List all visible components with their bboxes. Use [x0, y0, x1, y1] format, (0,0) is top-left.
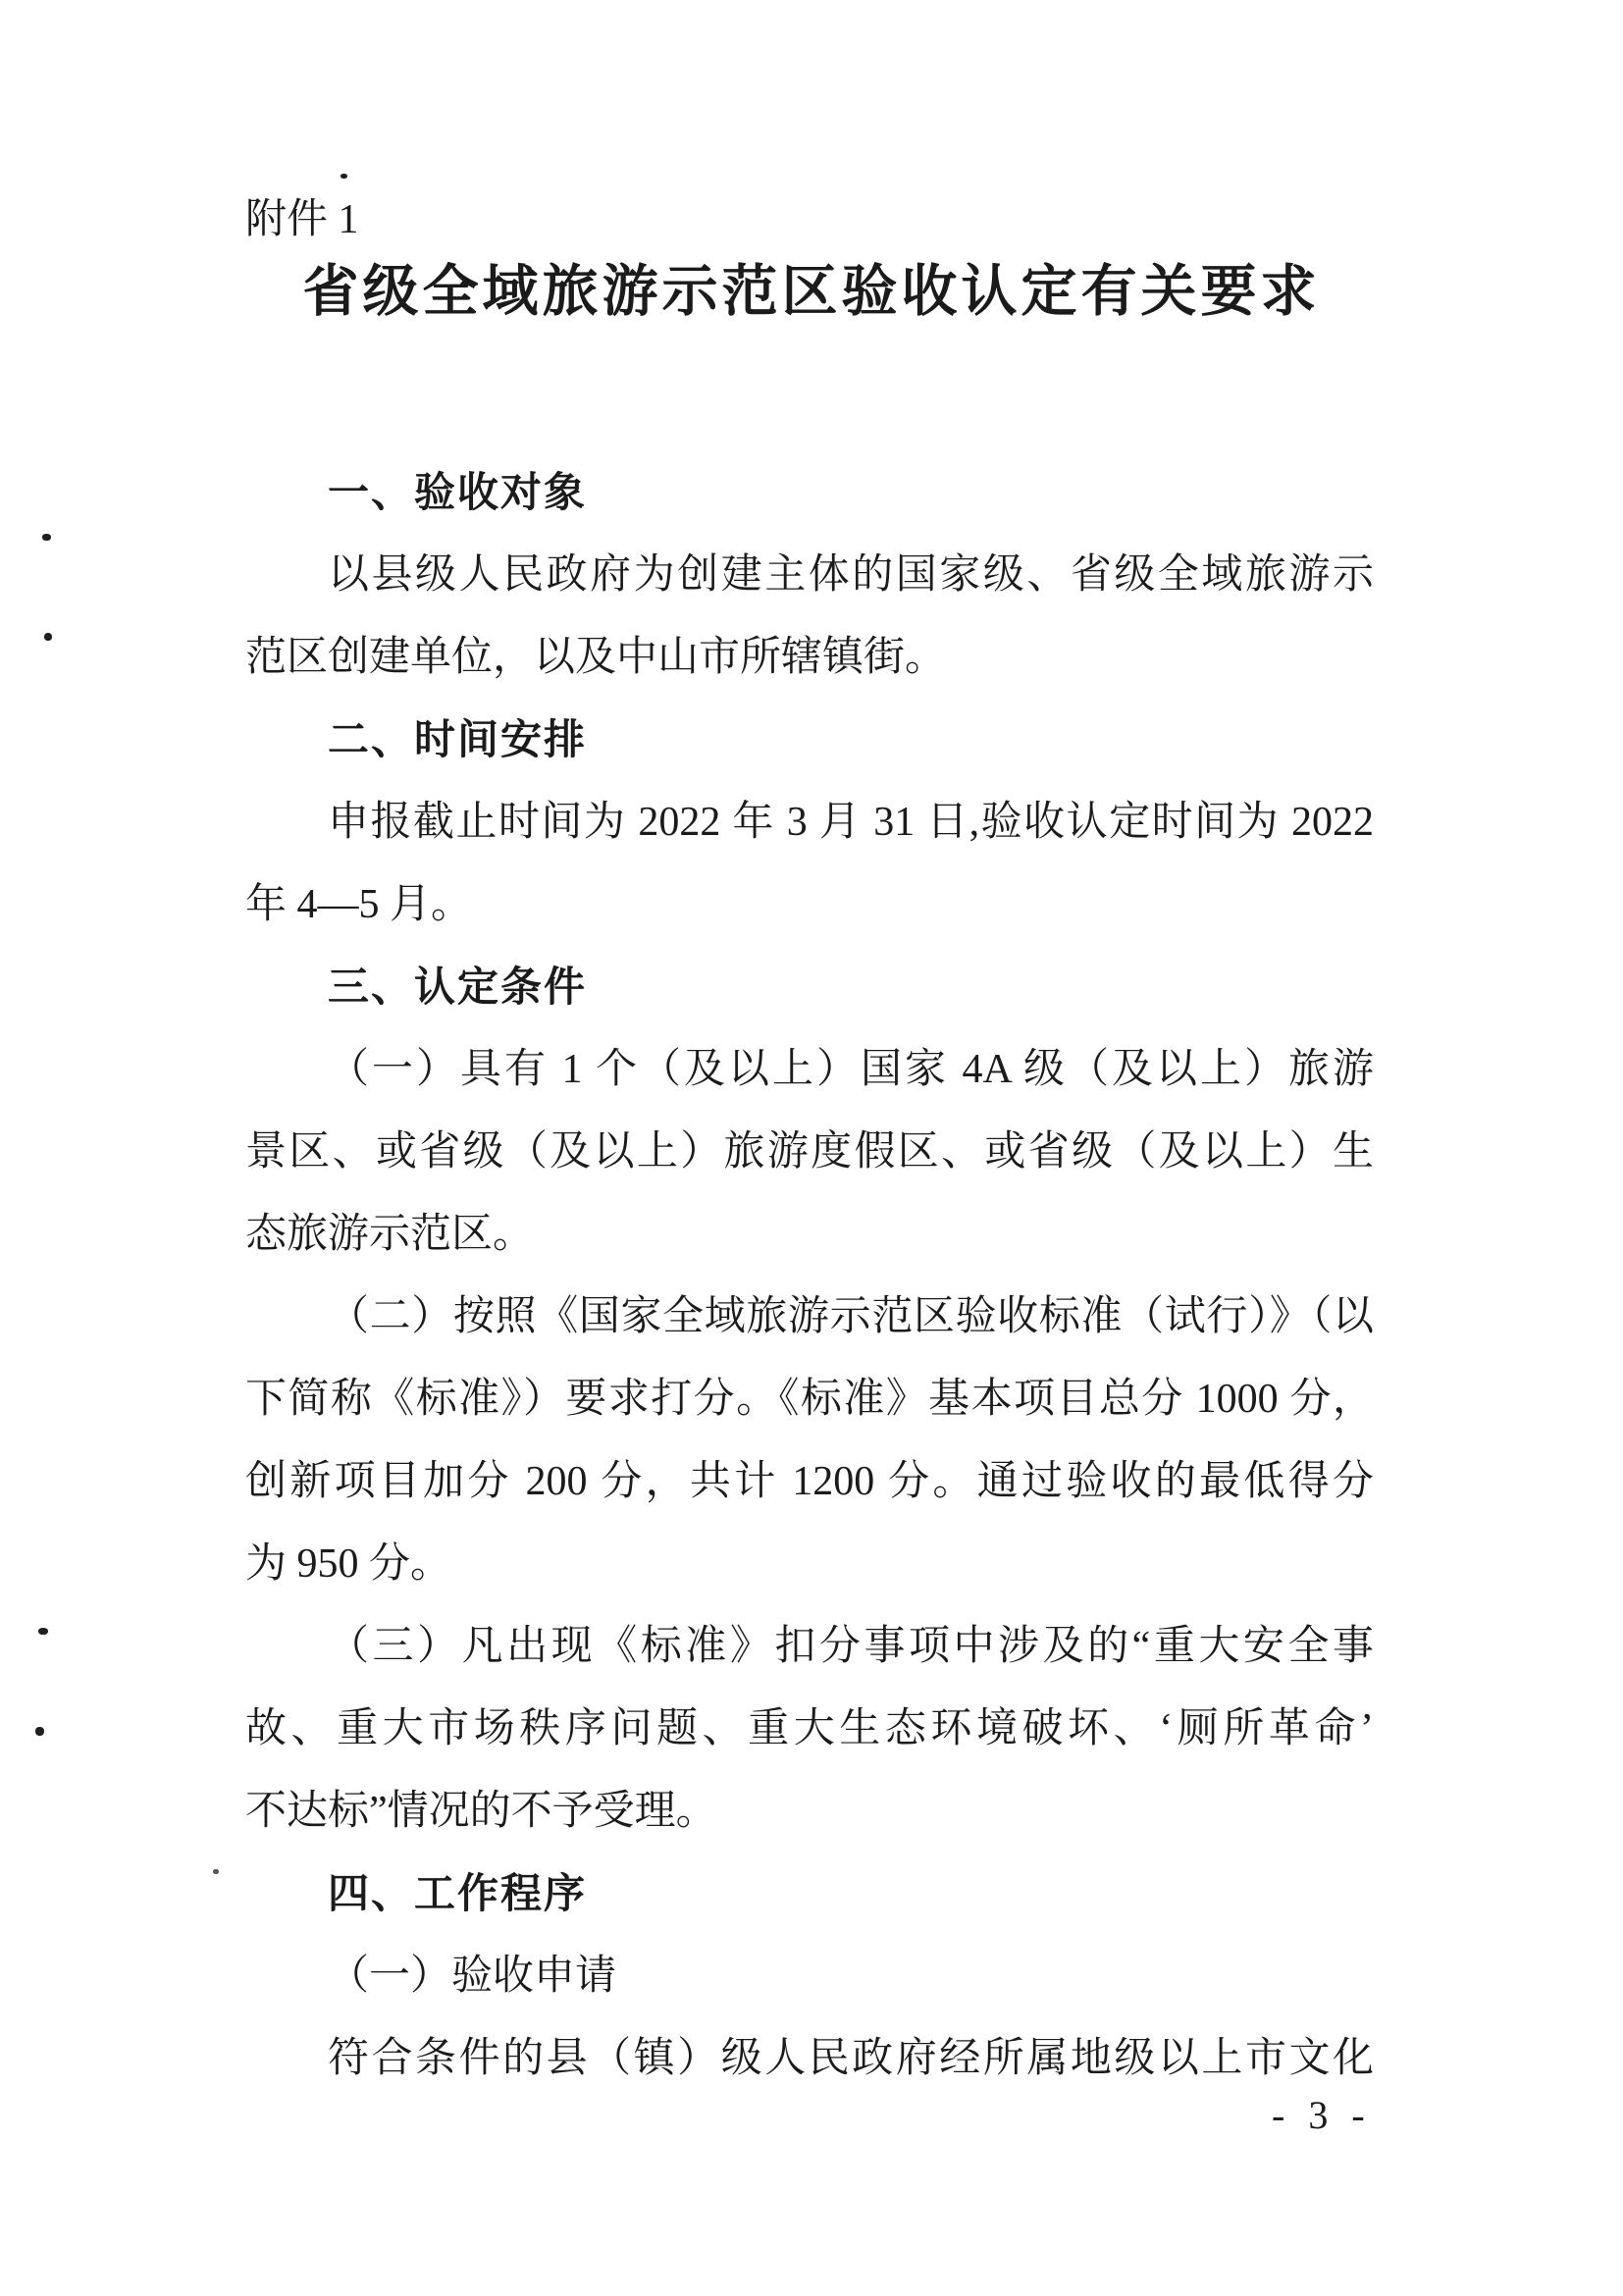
scan-speck: [340, 174, 347, 179]
scan-speck: [44, 633, 52, 641]
scan-speck: [35, 1727, 44, 1736]
section-heading-4: 四、工作程序: [328, 1870, 588, 1916]
section-heading-3: 三、认定条件: [328, 964, 588, 1010]
attachment-label: 附件 1: [245, 197, 359, 242]
scan-speck: [213, 1869, 219, 1874]
body-line: 下简称《标准》）要求打分。《标准》基本项目总分 1000 分，: [245, 1377, 1374, 1422]
section-heading-2: 二、时间安排: [328, 716, 588, 762]
body-line: 符合条件的县（镇）级人民政府经所属地级以上市文化: [328, 2036, 1374, 2081]
body-line: 以县级人民政府为创建主体的国家级、省级全域旅游示: [328, 552, 1374, 598]
section-heading-1: 一、验收对象: [328, 469, 588, 515]
document-body: [245, 451, 1374, 2100]
scan-speck: [42, 534, 51, 541]
body-line: 不达标”情况的不予受理。: [245, 1789, 717, 1834]
scan-speck: [38, 1628, 48, 1635]
subsection-heading: （一）验收申请: [328, 1954, 617, 1999]
body-line: 态旅游示范区。: [245, 1212, 535, 1257]
body-line: 创新项目加分 200 分，共计 1200 分。通过验收的最低得分: [245, 1459, 1374, 1504]
body-line: 申报截止时间为 2022 年 3 月 31 日,验收认定时间为 2022: [328, 800, 1374, 845]
body-line: 范区创建单位，以及中山市所辖镇街。: [245, 635, 947, 680]
body-line: 故、重大市场秩序问题、重大生态环境破坏、‘厕所革命’: [245, 1706, 1374, 1751]
document-title: 省级全域旅游示范区验收认定有关要求: [302, 261, 1321, 323]
page-number: - 3 -: [1272, 2093, 1372, 2137]
body-line: （二）按照《国家全域旅游示范区验收标准（试行）》（以: [328, 1294, 1374, 1339]
body-line: 年 4—5 月。: [245, 882, 473, 927]
body-line: 为 950 分。: [245, 1541, 452, 1587]
body-line: 景区、或省级（及以上）旅游度假区、或省级（及以上）生: [245, 1129, 1374, 1174]
body-line: （一）具有 1 个（及以上）国家 4A 级（及以上）旅游: [328, 1047, 1374, 1092]
body-line: （三）凡出现《标准》扣分事项中涉及的“重大安全事: [328, 1624, 1374, 1669]
